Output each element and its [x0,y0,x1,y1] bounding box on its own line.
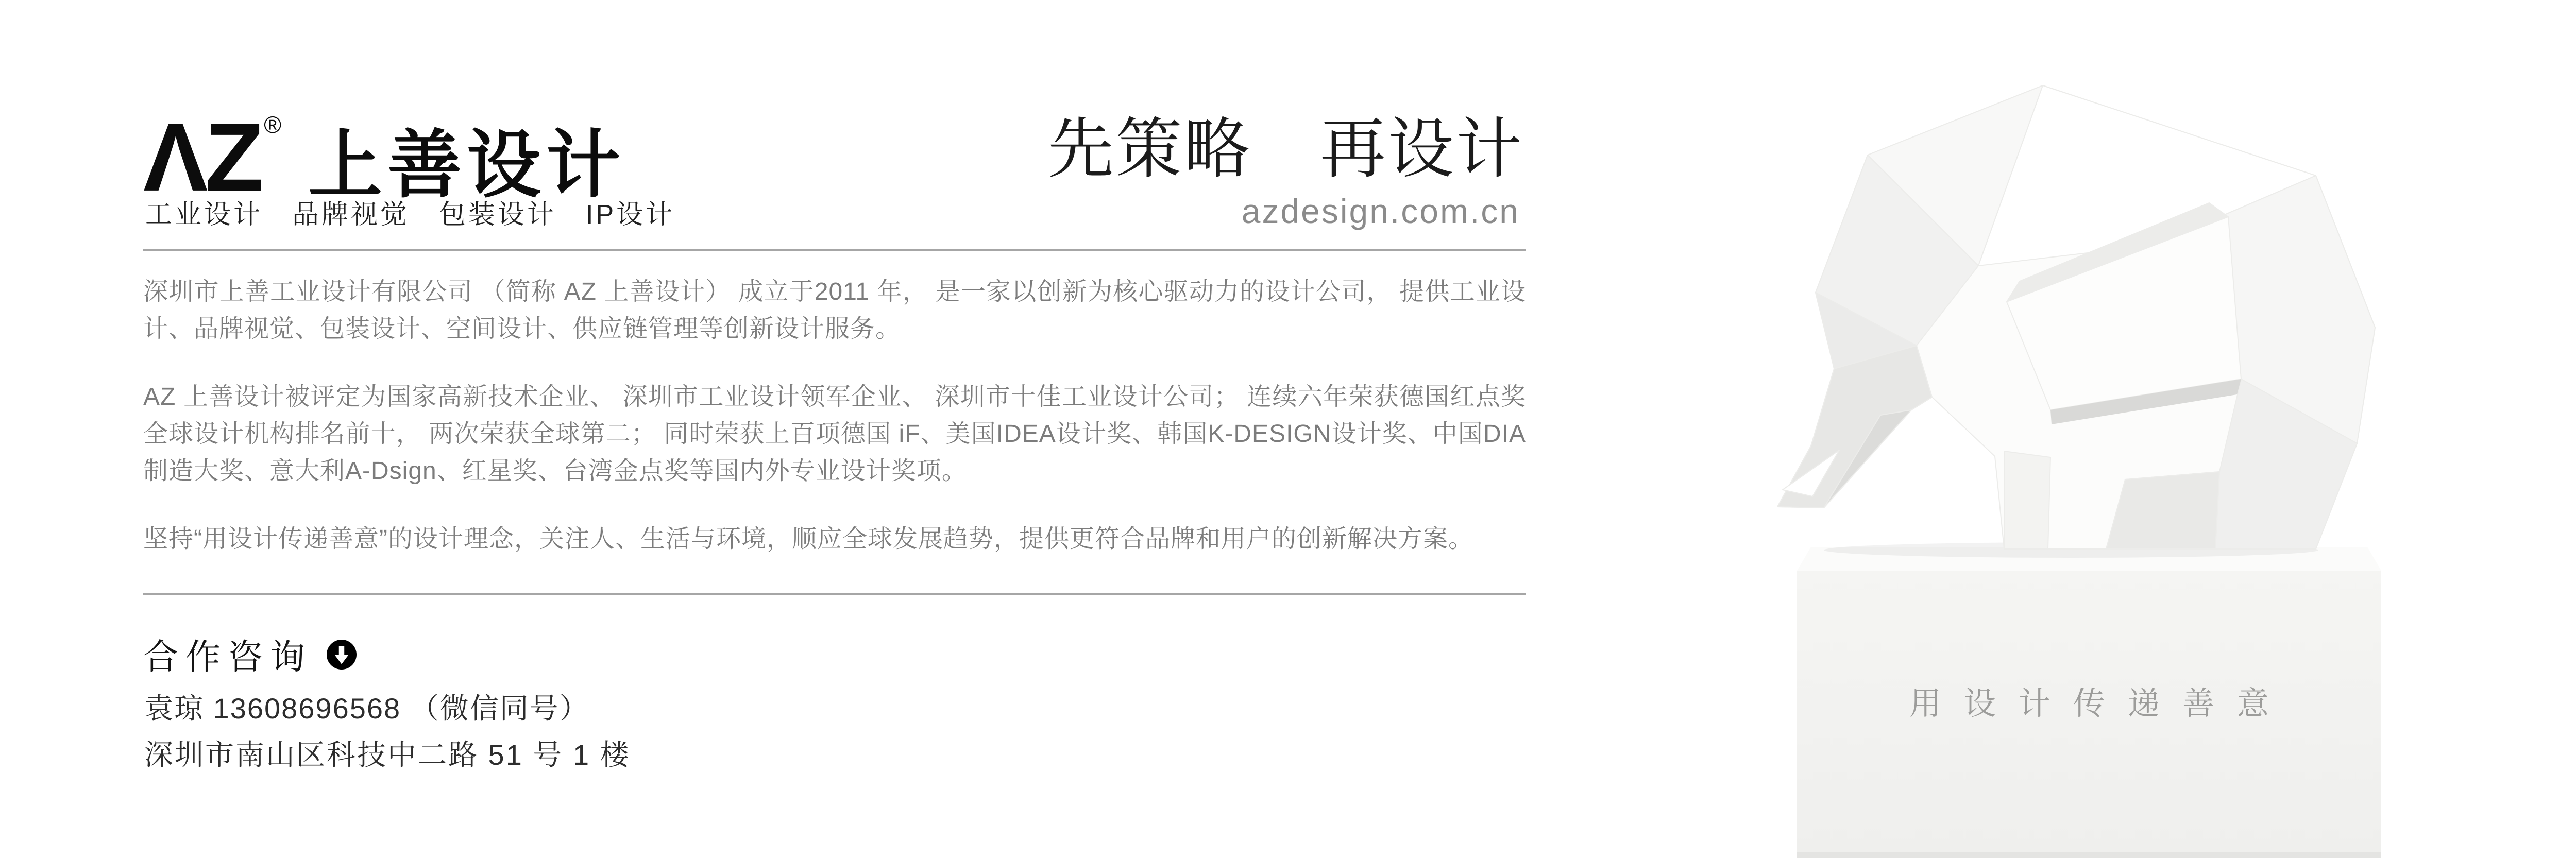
top-divider [143,249,1526,251]
about-section [143,273,1526,589]
circle-down-arrow-icon [327,640,357,670]
logo-company-name: 上善设计 [308,124,626,207]
services-tagline: 工业设计 品牌视觉 包装设计 IP设计 [145,200,675,230]
contact-person-phone: 袁琼 13608696568 （微信同号） [144,692,589,725]
pedestal-caption: 用设计传递善意 [1909,686,2292,722]
elephant-sculpture-illustration [1762,60,2406,858]
logo-az-mark: ΛZ ® [143,103,282,211]
header-slogan: 先策略 再设计 [1047,112,1524,186]
contact-heading-row [143,629,357,679]
bottom-divider [143,593,1526,595]
about-paragraph-1: 深圳市上善工业设计有限公司 （简称 AZ 上善设计） 成立于2011 年， 是一家以创新为核心驱动力的设计公司， 提供工业设计、品牌视觉、包装设计、空间设计、供应链管理等创新设计服务。 [143,278,1526,342]
website-url: azdesign.com.cn [1241,192,1520,230]
registered-trademark-symbol: ® [264,111,282,138]
about-paragraph-3: 坚持“用设计传递善意”的设计理念，关注人、生活与环境，顺应全球发展趋势，提供更符合品牌和用户的创新解决方案。 [143,525,1473,553]
low-poly-elephant [1777,85,2375,549]
contact-address: 深圳市南山区科技中二路 51 号 1 楼 [144,739,631,771]
contact-heading: 合作咨询 [143,638,313,677]
about-paragraph-2: AZ 上善设计被评定为国家高新技术企业、 深圳市工业设计领军企业、 深圳市十佳工业设计公司； 连续六年荣获德国红点奖全球设计机构排名前十， 两次荣获全球第二； 同时荣获上百项德国 iF、美国IDEA设计奖、韩国K-DESIGN设计奖、中国DIA制造大奖、意大利A-Dsign、红星奖、台湾金点奖等国内外专业设计奖项。 [143,383,1526,485]
